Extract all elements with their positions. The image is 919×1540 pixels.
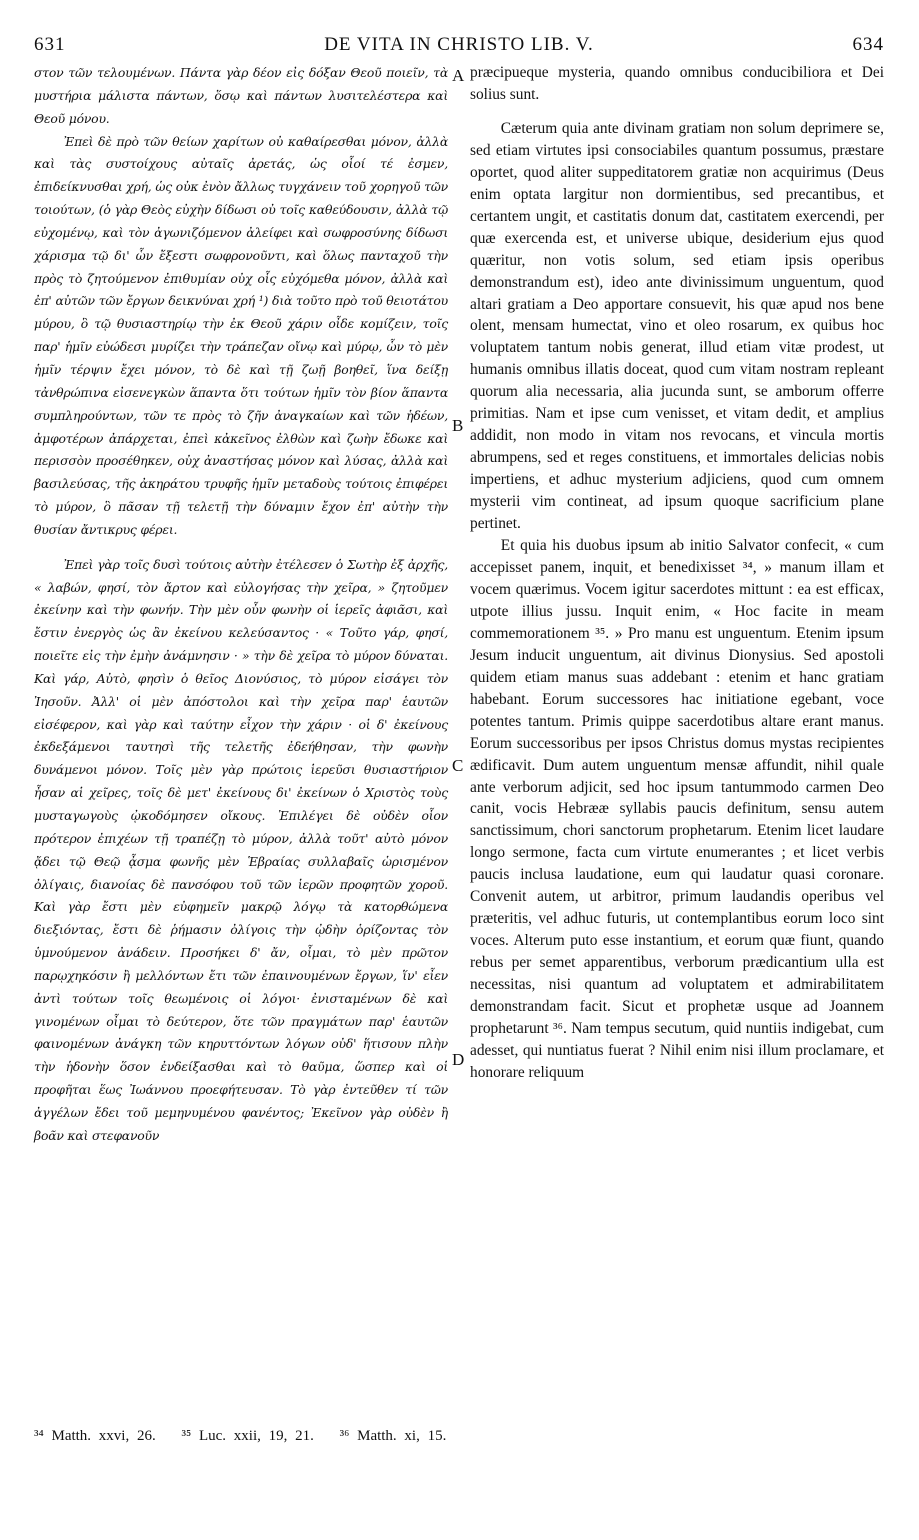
- greek-paragraph-1: στον τῶν τελουμένων. Πάντα γὰρ δέον εἰς δόξαν Θεοῦ ποιεῖν, τὰ μυστήρια μάλιστα πάντων, ὅσῳ καὶ πάντων λυσιτελέστερα καὶ Θεοῦ μόνου.: [34, 65, 448, 126]
- running-header: [34, 34, 884, 64]
- paragraph-gap: [470, 106, 884, 118]
- paragraph-gap: [34, 542, 448, 554]
- footnotes: [34, 1428, 884, 1445]
- latin-paragraph-1: præcipueque mysteria, quando omnibus conducibiliora et Dei solius sunt.: [470, 64, 884, 103]
- page-number-left: 631: [34, 34, 66, 55]
- footnote-36: ³⁶ Matth. xi, 15.: [339, 1428, 447, 1444]
- latin-paragraph-3: Et quia his duobus ipsum ab initio Salvator confecit, « cum accepisset panem, inquit, et benedixisset ³⁴, » manum illam et vocem quærimus. Vocem igitur sacerdotes mittunt : ea est efficax, utpote illius jussu. Inquit enim, « Hoc facite in meam commemorationem ³⁵. » Pro manu est unguentum. Etenim ipsum Jesum inducit unguentum, ait divinus Dionysius. Sed apostoli quidem etiam manus suas addebant : etenim et hanc gratiam habebant. Eorum successores hac initiatione egebant, voce potentes tantum. Primis quippe sacerdotibus altare erant manus. Eorum successoribus per ipsos Christus domus mystas recipientes ædificavit. Dum autem unguentum mensæ affundit, nihil quale ante verborum adjicit, sed hoc ipsum tantummodo carmen Deo canit, vocis Hebrææ syllabis paucis definitum, sensu autem sanctissimum, chori sanctorum prophetarum. Etenim licet laudare longo sermone, facta cum virtute enumerantes ; et licet verbis paucis inclusa laudatione, eum qui laudatur quasi coronare. Convenit autem, ut arbitror, primum laudandis operibus vel præteritis, vel adhuc futuris, ut contemplantibus eorum loco sint voces. Alterum puto esse instantium, et eorum quæ fiunt, quando rebus per semet apparentibus, verborum prædicantium ulla est necessitas, nisi quantum ad voluptatem et admirabilitatem demonstrandam facit. Sicut et prophetæ usque ad Joannem prophetarunt ³⁶. Nam tempus secutum, quid nuntiis indigebat, cum adesset, qui nuntiatus fuerat ? Nihil enim nisi illum proclamare, et honorare reliquum: [470, 537, 884, 1081]
- margin-letter-a: A: [452, 66, 465, 85]
- margin-letter-c: C: [452, 756, 464, 775]
- latin-paragraph-2: Cæterum quia ante divinam gratiam non solum deprimere se, sed etiam virtutes ipsi consociabiles quantum possumus, præstare oportet, quod aliter suppeditatorem gratiæ non acquirimus (Deus enim optata largitur non dormientibus, sed precantibus, et certantem ungit, et castitatis donum dat, castitatem exercendi, per quæ exercenda est, et universe ubique, desiderium ejus quod quæritur, non votis solum, sed etiam ipsis operibus demonstrandum est), ideo ante divinissimum unguentum, quod altari gratiam a Deo apportare consuevit, his quæ apud nos bene olent, mensam humectat, vino et oleo rosarum, ex quibus hoc voluptatem tantum nobis generat, illud etiam vitæ prodest, ut humanis omnibus illatis doceat, quod cum vitam nostram repleant quorum alia necessaria, alia jucunda sunt, se amborum offerre primitias. Nam et ipse cum venisset, et vitam dedit, et amplius addidit, non modo in vitam nos revocans, et vincula mortis abrumpens, sed et reges constituens, et immortales delicias nobis impertiens, et adhuc mysterium adjiciens, quod cum omnem mysterii vim contineat, ad ipsum quoque sacrificium plane pertinet.: [470, 119, 884, 533]
- margin-letter-b: B: [452, 416, 464, 435]
- footnote-35: ³⁵ Luc. xxii, 19, 21.: [181, 1428, 314, 1444]
- greek-paragraph-2: Ἐπεὶ δὲ πρὸ τῶν θείων χαρίτων οὐ καθαίρεσθαι μόνον, ἀλλὰ καὶ τὰς συστοίχους αὐταῖς ἀρετάς, ὡς οἷοί τέ ἐσμεν, ἐπιδείκνυσθαι χρή, ὡς οὐκ ἐνὸν ἄλλως τυγχάνειν τοῦ χορηγοῦ τῶν τοιούτων, (ὁ γὰρ Θεὸς εὐχὴν δίδωσι οὐ τοῖς καθεύδουσιν, ἀλλὰ τῷ εὐχομένῳ, καὶ τὸν ἀγωνιζόμενον ἀλείφει καὶ σωφροσύνης δίδωσι χάρισμα τῷ δι' ὧν ἔξεστι σωφρονοῦντι, καὶ ὅλως πανταχοῦ τὴν πρὸς τὸ ζητούμενον ἐπιθυμίαν οὐχ οἷς εὐχόμεθα μόνον, ἀλλὰ καὶ ἐπ' αὐτῶν τῶν ἔργων δεικνύναι χρή ¹) διὰ τοῦτο πρὸ τοῦ θειοτάτου μύρου, ὃ τῷ θυσιαστηρίῳ τὴν ἐκ Θεοῦ χάριν οἶδε κομίζειν, τοῖς παρ' ἡμῖν εὐώδεσι μυρίζει τὴν τράπεζαν οἴνῳ καὶ μύρῳ, ὧν τὸ μὲν ἡμῖν τέρψιν ἔχει μόνον, τὸ δὲ καὶ τῇ ζωῇ βοηθεῖ, ἵνα δείξῃ τἀνθρώπινα εἰσενεγκὼν ἅπαντα ὅτι τούτων ἡμῖν τὸν βίον ἅπαντα συμπληρούντων, τῶν τε πρὸς τὸ ζῆν ἀναγκαίων καὶ τῶν ἡδέων, ἀμφοτέρων ἀπάρχεται, ἐπεὶ κἀκεῖνος ἐλθὼν καὶ ζωὴν ἔδωκε καὶ περισσὸν προσέθηκεν, οὐχ ἀναστήσας μόνον καὶ λύσας, ἀλλὰ καὶ βασιλεύσας, τῆς ἀκηράτου τρυφῆς ἡμῖν μεταδοὺς τούτοις ἐπιφέρει τὸ μύρον, ὃ πᾶσαν τῇ τελετῇ τὴν δύναμιν ἔχον ἐπ' αὐτὴν τὴν θυσίαν ἄντικρυς φέρει.: [34, 133, 448, 537]
- latin-column: [470, 62, 884, 1084]
- page-number-right: 634: [852, 34, 884, 55]
- margin-letter-d: D: [452, 1050, 465, 1069]
- footnote-34: ³⁴ Matth. xxvi, 26.: [34, 1428, 156, 1444]
- greek-paragraph-3: Ἐπεὶ γὰρ τοῖς δυσὶ τούτοις αὐτὴν ἐτέλεσεν ὁ Σωτὴρ ἐξ ἀρχῆς, « λαβών, φησί, τὸν ἄρτον καὶ εὐλογήσας τὴν χεῖρα, » ζητοῦμεν ἐκείνην καὶ τὴν φωνήν. Τὴν μὲν οὖν φωνὴν οἱ ἱερεῖς ἀφιᾶσι, καὶ ἔστιν ἐνεργὸς ὡς ἂν ἐκείνου κελεύσαντος · « Τοῦτο γάρ, φησί, ποιεῖτε εἰς τὴν ἐμὴν ἀνάμνησιν · » τὴν δὲ χεῖρα τὸ μύρον δύναται. Καὶ γάρ, Αὐτὸ, φησὶν ὁ θεῖος Διονύσιος, τὸ μύρον εἰσάγει τὸν Ἰησοῦν. Ἀλλ' οἱ μὲν ἀπόστολοι καὶ τὴν χεῖρα παρ' ἑαυτῶν εἰσέφερον, καὶ γὰρ καὶ ταύτην εἶχον τὴν χάριν · οἱ δ' ἐκείνους ἐκδεξάμενοι ταυτησὶ τῆς τελετῆς ἐδεήθησαν, τὴν φωνὴν δυνάμενοι μόνον. Τοῖς μὲν γὰρ πρώτοις ἱερεῦσι θυσιαστήριον ἦσαν αἱ χεῖρες, τοῖς δὲ μετ' ἐκείνους δι' ἐκείνων ὁ Χριστὸς τοὺς μυσταγωγοὺς ᾠκοδόμησεν οἴκους. Ἐπιλέγει δὲ οὐδὲν οἷον πρότερον ἐπιχέων τῇ τραπέζῃ τὸ μύρον, ἀλλὰ τοῦτ' αὐτὸ μόνον ᾄδει τῷ Θεῷ ᾆσμα φωνῆς μὲν Ἑβραίας συλλαβαῖς ὡρισμένον ὀλίγαις, διανοίας δὲ πανσόφου τοῦ τῶν ἱερῶν προφητῶν χοροῦ. Καὶ γὰρ ἔστι μὲν εὐφημεῖν μακρῷ λόγῳ τὰ κατορθώμενα διεξιόντας, ἔστι δὲ ῥήμασιν ὀλίγοις τὴν ᾠδὴν ὁρίζοντας τὸν ὑμνούμενον ἀνάδειν. Προσήκει δ' ἄν, οἶμαι, τὸ μὲν πρῶτον παρῳχηκόσιν ἢ μελλόντων ἔτι τῶν ἐπαινουμένων ἔργων, ἵν' εἶεν ἀντὶ τούτων τοῖς θεωμένοις οἱ λόγοι· ἐνισταμένων δὲ καὶ γινομένων οἶμαι τὸ δεύτερον, ὅτε τῶν πραγμάτων παρ' ἑαυτῶν φαινομένων ἀνάγκη τῶν κηρυττόντων λόγων οὐδ' ἥτισουν πλὴν τὴν ἡδονὴν ὅσον ἐνδείξασθαι καὶ τὸ θαῦμα, ὥσπερ καὶ οἱ προφῆται ἕως Ἰωάννου προεφήτευσαν. Τὸ γὰρ ἐντεῦθεν τί τῶν ἀγγέλων ἔδει τοῦ μεμηνυμένου φανέντος; Ἐκεῖνον γὰρ οὐδὲν ἢ βοᾶν καὶ στεφανοῦν: [34, 556, 448, 1143]
- running-title: DE VITA IN CHRISTO LIB. V.: [324, 34, 594, 55]
- greek-column: [34, 62, 448, 1148]
